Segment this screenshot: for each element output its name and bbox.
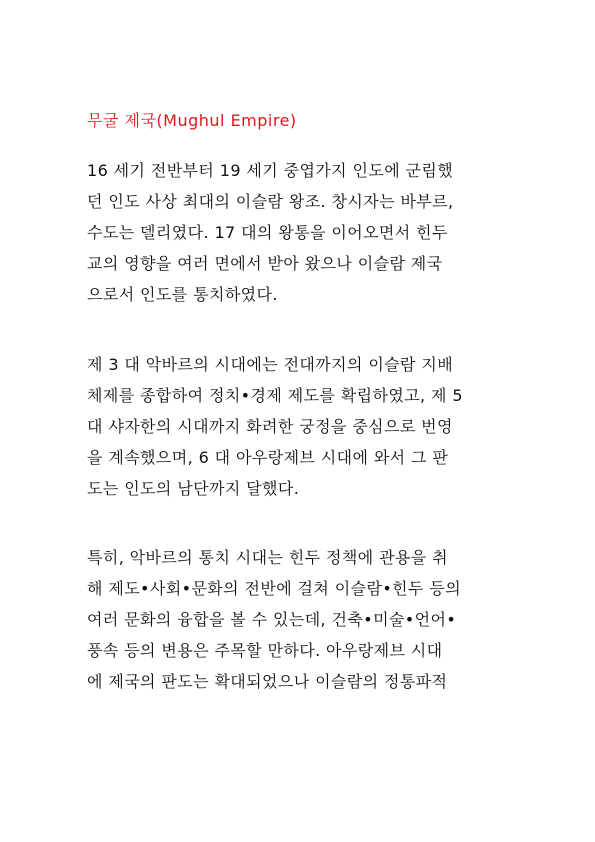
paragraph-line: 여러 문화의 융합을 볼 수 있는데, 건축•미술•언어• bbox=[87, 610, 457, 629]
document-title: 무굴 제국(Mughul Empire) bbox=[87, 111, 297, 130]
paragraph-line: 을 계속했으며, 6 대 아우랑제브 시대에 와서 그 판 bbox=[87, 448, 449, 467]
paragraph-3 bbox=[87, 542, 512, 697]
paragraph-line: 대 샤자한의 시대까지 화려한 궁정을 중심으로 번영 bbox=[87, 417, 453, 436]
paragraph-2 bbox=[87, 349, 512, 504]
paragraph-line: 으로서 인도를 통치하였다. bbox=[87, 285, 278, 304]
paragraph-line: 수도는 델리였다. 17 대의 왕통을 이어오면서 힌두 bbox=[87, 223, 448, 242]
paragraph-line: 16 세기 전반부터 19 세기 중엽가지 인도에 군림했 bbox=[87, 161, 454, 180]
paragraph-line: 체제를 종합하여 정치•경제 제도를 확립하였고, 제 5 bbox=[87, 386, 463, 405]
paragraph-line: 해 제도•사회•문화의 전반에 걸쳐 이슬람•힌두 등의 bbox=[87, 579, 462, 598]
paragraph-line: 교의 영향을 여러 면에서 받아 왔으나 이슬람 제국 bbox=[87, 254, 443, 273]
paragraph-line: 제 3 대 악바르의 시대에는 전대까지의 이슬람 지배 bbox=[87, 355, 454, 374]
paragraph-line: 에 제국의 판도는 확대되었으나 이슬람의 정통파적 bbox=[87, 672, 448, 691]
paragraph-1 bbox=[87, 155, 512, 310]
paragraph-line: 도는 인도의 남단까지 달했다. bbox=[87, 479, 300, 498]
paragraph-line: 풍속 등의 변용은 주목할 만하다. 아우랑제브 시대 bbox=[87, 641, 443, 660]
paragraph-line: 던 인도 사상 최대의 이슬람 왕조. 창시자는 바부르, bbox=[87, 192, 454, 211]
paragraph-line: 특히, 악바르의 통치 시대는 힌두 정책에 관용을 취 bbox=[87, 548, 449, 567]
